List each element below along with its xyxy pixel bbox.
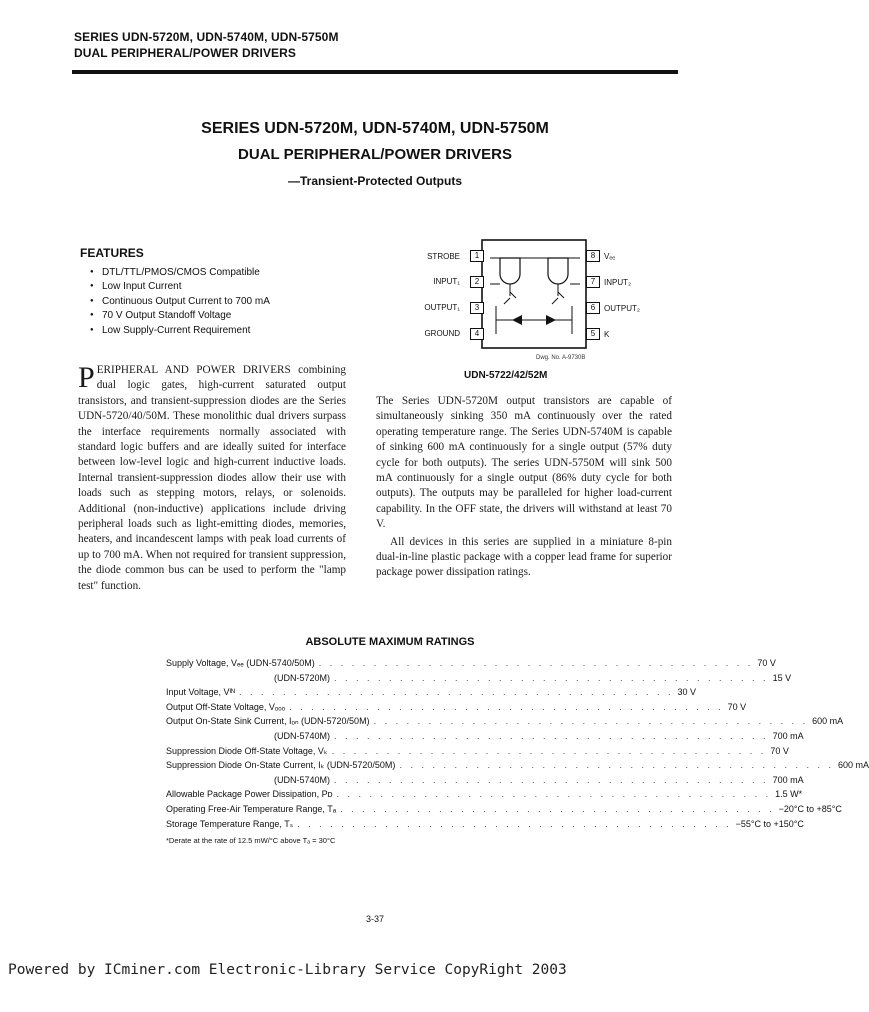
rating-label: Output On-State Sink Current, Iₒₙ (UDN-5720/50M) — [166, 716, 370, 727]
pin-label-input2: INPUT₂ — [604, 278, 632, 287]
page-subtitle: DUAL PERIPHERAL/POWER DRIVERS — [238, 146, 512, 163]
running-header-line2: DUAL PERIPHERAL/POWER DRIVERS — [74, 46, 297, 60]
rating-label: Suppression Diode On-State Current, Iₖ (UDN-5720/50M) — [166, 760, 396, 771]
leader-dots: . . . . . . . . . . . . . . . . . . . . . . . . . . . . . . . . . . . . . . . . — [334, 672, 769, 683]
rating-row — [166, 656, 776, 671]
leader-dots: . . . . . . . . . . . . . . . . . . . . . . . . . . . . . . . . . . . . . . . . — [289, 701, 724, 712]
leader-dots: . . . . . . . . . . . . . . . . . . . . . . . . . . . . . . . . . . . . . . . . — [334, 774, 769, 785]
diagram-caption: UDN-5722/42/52M — [464, 370, 548, 381]
features-heading: FEATURES — [80, 246, 144, 260]
feature-item: ● Low Supply-Current Requirement — [90, 323, 270, 337]
rating-label: Supply Voltage, Vₑₑ (UDN-5740/50M) — [166, 658, 315, 668]
intro-text: ERIPHERAL AND POWER DRIVERS combining dual logic gates, high-current saturated output transistors, and transient-suppression diodes are the Series UDN-5720/40/50M. These monolithic dual drivers surpass the interface requirements normally associated with standard logic buffers and are ideally suited for interface between low-level logic and high-current inductive loads. Internal transient-suppression diodes allow their use with loads such as stepping motors, relays, or solenoids. Additional (non-inductive) applications include driving peripheral loads such as light-emitting diodes, memories, heaters, and incandescent lamps with peak load currents of up to 700 mA. When not required for transient suppression, the diode common bus can be used to perform the "lamp test" function. — [78, 364, 346, 592]
pin-number: 2 — [470, 276, 484, 288]
rating-label: Allowable Package Power Dissipation, Pᴅ — [166, 789, 333, 800]
rating-label: Storage Temperature Range, Tₛ — [166, 818, 294, 829]
leader-dots: . . . . . . . . . . . . . . . . . . . . . . . . . . . . . . . . . . . . . . . . — [373, 716, 809, 727]
rating-label: Suppression Diode Off-State Voltage, Vₖ — [166, 745, 328, 756]
rating-row — [166, 773, 804, 788]
pin-number: 3 — [470, 302, 484, 314]
pin-number: 8 — [586, 250, 600, 262]
package-paragraph: All devices in this series are supplied in a miniature 8-pin dual-in-line plastic package with a copper lead frame for superior package power dissipation ratings. — [376, 535, 672, 579]
rating-value: 70 V — [727, 701, 747, 712]
drawing-number: Dwg. No. A-9730B — [536, 355, 586, 361]
rating-value: −55°C to +150°C — [735, 818, 804, 829]
rating-label: Operating Free-Air Temperature Range, Tₐ — [166, 803, 337, 814]
pin-label-output2: OUTPUT₂ — [604, 304, 640, 313]
description-paragraph: The Series UDN-5720M output transistors are capable of simultaneously sinking 350 mA continuously over the rated operating temperature range. The Series UDN-5740M is capable of sinking 600 mA continuously for a single output (57% duty cycle for both outputs). The series UDN-5750M will sink 500 mA continuously for a single output (86% duty cycle for both outputs). The outputs may be paralleled for higher load-current capability. In the OFF state, the drivers will withstand at least 70 V. — [376, 395, 672, 531]
pin-label-k: K — [604, 330, 610, 339]
page-tagline: —Transient-Protected Outputs — [287, 174, 463, 188]
rating-row — [166, 671, 792, 686]
rating-row — [166, 787, 803, 802]
ratings-footnote: *Derate at the rate of 12.5 mW/°C above Tₐ = 30°C — [166, 836, 336, 845]
pin-label-vcc: Vₑₑ — [604, 252, 616, 261]
rating-value: 700 mA — [772, 730, 804, 741]
pin-number: 7 — [586, 276, 600, 288]
pin-label-strobe: STROBE — [427, 252, 460, 261]
intro-paragraph — [78, 363, 346, 594]
rating-row — [166, 744, 789, 759]
leader-dots: . . . . . . . . . . . . . . . . . . . . . . . . . . . . . . . . . . . . . . . . — [331, 745, 767, 756]
rating-value: 700 mA — [772, 774, 804, 785]
pin-number: 4 — [470, 328, 484, 340]
features-list — [90, 265, 270, 337]
body-left-column — [78, 363, 346, 594]
rating-label: (UDN-5720M) — [274, 672, 331, 683]
pin-label-output1: OUTPUT₁ — [424, 303, 460, 312]
feature-item: ● 70 V Output Standoff Voltage — [90, 308, 270, 322]
rating-row — [166, 700, 747, 715]
leader-dots: . . . . . . . . . . . . . . . . . . . . . . . . . . . . . . . . . . . . . . . . — [336, 789, 772, 800]
leader-dots: . . . . . . . . . . . . . . . . . . . . . . . . . . . . . . . . . . . . . . . . — [297, 818, 732, 829]
rating-value: 600 mA — [812, 716, 844, 727]
pin-number: 1 — [470, 250, 484, 262]
rating-row — [166, 714, 844, 729]
rating-label: Input Voltage, Vᴵᴺ — [166, 687, 235, 698]
feature-item: ● Low Input Current — [90, 279, 270, 293]
feature-item: ● DTL/TTL/PMOS/CMOS Compatible — [90, 265, 270, 279]
leader-dots: . . . . . . . . . . . . . . . . . . . . . . . . . . . . . . . . . . . . . . . . — [399, 760, 834, 771]
footer-watermark: Powered by ICminer.com Electronic-Library Service CopyRight 2003 — [8, 962, 567, 978]
ratings-table — [166, 656, 869, 831]
pin-number: 5 — [586, 328, 600, 340]
leader-dots: . . . . . . . . . . . . . . . . . . . . . . . . . . . . . . . . . . . . . . . . — [238, 687, 674, 698]
pin-label-input1: INPUT₁ — [433, 277, 460, 286]
page-number: 3-37 — [366, 914, 385, 924]
rating-row — [166, 802, 842, 817]
rating-value: 70 V — [757, 658, 776, 668]
rating-label: (UDN-5740M) — [274, 774, 331, 785]
rating-label: (UDN-5740M) — [274, 730, 331, 741]
leader-dots: . . . . . . . . . . . . . . . . . . . . . . . . . . . . . . . . . . . . . . . . — [334, 730, 769, 741]
drop-cap: P — [78, 361, 95, 394]
leader-dots: . . . . . . . . . . . . . . . . . . . . . . . . . . . . . . . . . . . . . . . . — [318, 658, 754, 668]
pinout-diagram — [420, 236, 640, 356]
rating-value: 15 V — [772, 672, 792, 683]
rating-row — [166, 817, 804, 832]
pin-number: 6 — [586, 302, 600, 314]
rating-value: −20°C to +85°C — [778, 803, 842, 814]
rating-value: 600 mA — [837, 760, 869, 771]
feature-item: ● Continuous Output Current to 700 mA — [90, 294, 270, 308]
rating-row — [166, 758, 869, 773]
ratings-title: ABSOLUTE MAXIMUM RATINGS — [305, 636, 475, 648]
rating-value: 70 V — [770, 745, 789, 756]
rating-value: 30 V — [677, 687, 696, 698]
rating-row — [166, 685, 696, 700]
body-right-column — [376, 394, 672, 581]
header-rule — [72, 70, 678, 74]
rating-label: Output Off-State Voltage, Vₒₒₒ — [166, 701, 286, 712]
page-title: SERIES UDN-5720M, UDN-5740M, UDN-5750M — [201, 120, 549, 137]
leader-dots: . . . . . . . . . . . . . . . . . . . . . . . . . . . . . . . . . . . . . . . . — [340, 803, 775, 814]
running-header-line1: SERIES UDN-5720M, UDN-5740M, UDN-5750M — [74, 30, 339, 44]
rating-value: 1.5 W* — [775, 789, 803, 800]
pin-label-ground: GROUND — [424, 329, 460, 338]
rating-row — [166, 729, 804, 744]
